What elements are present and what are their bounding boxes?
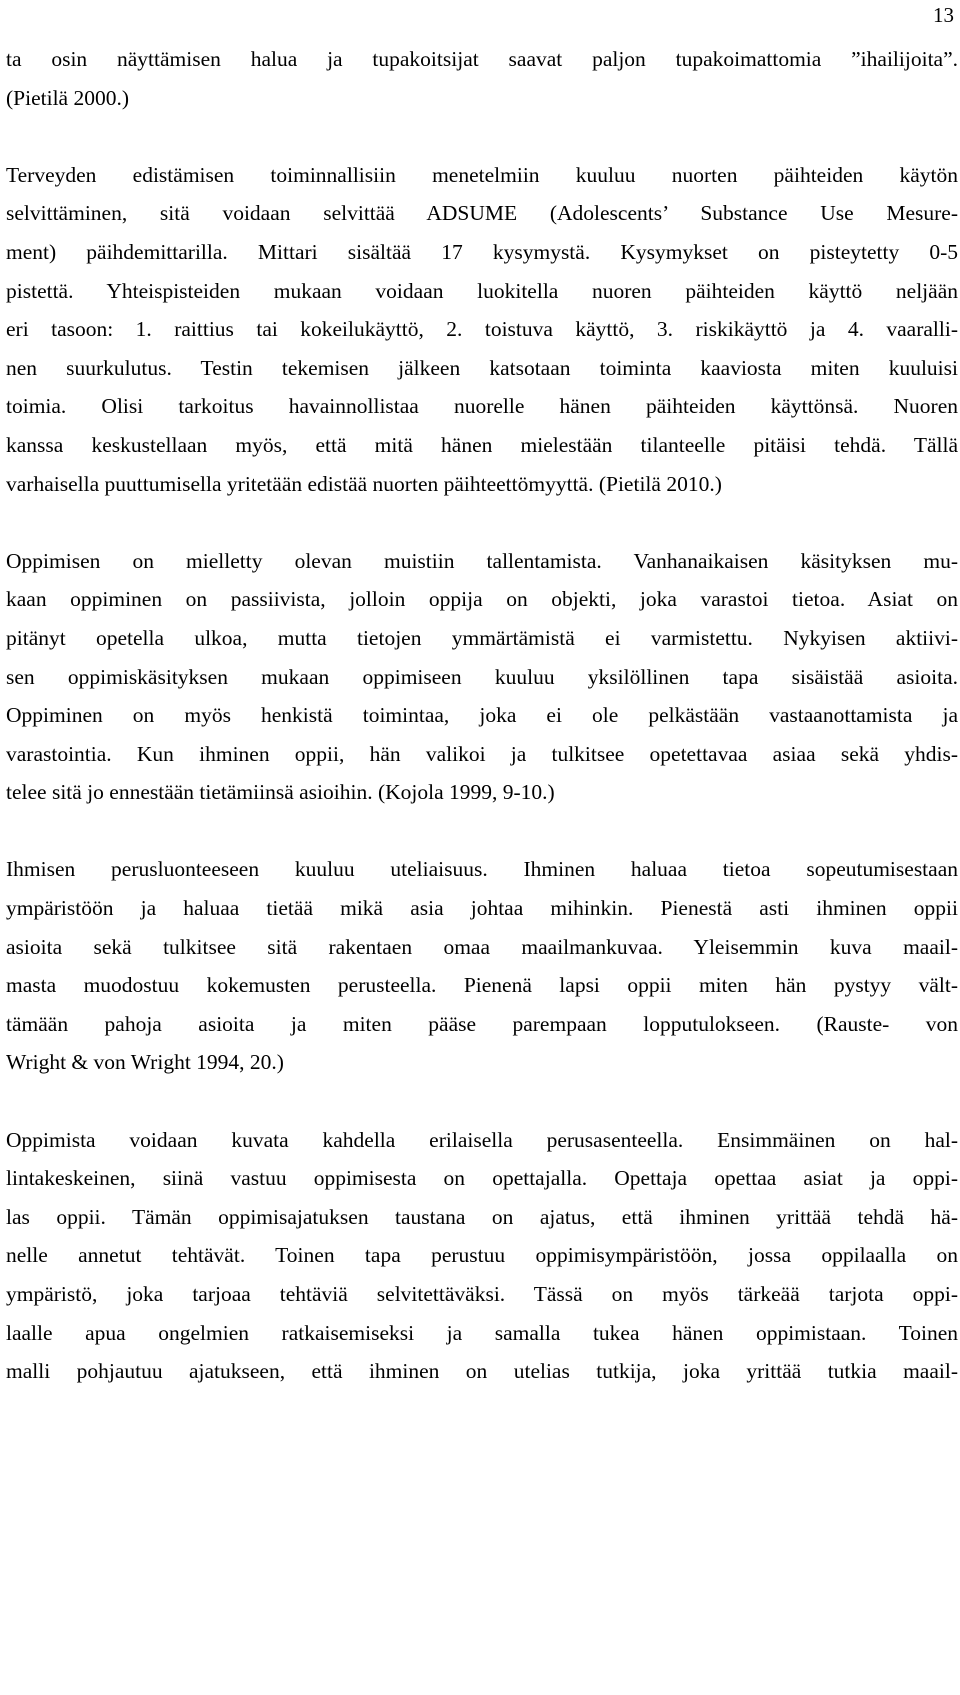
text-line: kanssa keskustellaan myös, että mitä hänen mielestään tilanteelle pitäisi tehdä. Tällä	[6, 432, 958, 457]
text-line: eri tasoon: 1. raittius tai kokeilukäyttö, 2. toistuva käyttö, 3. riskikäyttö ja 4. vaaralli-	[6, 317, 958, 342]
document-body	[6, 40, 958, 1391]
text-line: (Pietilä 2000.)	[6, 85, 130, 110]
text-line: nelle annetut tehtävät. Toinen tapa perustuu oppimisympäristöön, jossa oppilaalla on	[6, 1243, 958, 1268]
text-line: pitänyt opetella ulkoa, mutta tietojen ymmärtämistä ei varmistettu. Nykyisen aktiivi-	[6, 625, 958, 650]
text-line: Oppimisen on mielletty olevan muistiin tallentamista. Vanhanaikaisen käsityksen mu-	[6, 548, 958, 573]
text-line: tämään pahoja asioita ja miten pääse parempaan lopputulokseen. (Rauste- von	[6, 1011, 958, 1036]
text-line: ympäristöön ja haluaa tietää mikä asia johtaa mihinkin. Pienestä asti ihminen oppii	[6, 896, 958, 921]
paragraph	[6, 850, 958, 1082]
paragraph	[6, 40, 958, 117]
text-line: asioita sekä tulkitsee sitä rakentaen omaa maailmankuvaa. Yleisemmin kuva maail-	[6, 934, 958, 959]
text-line: malli pohjautuu ajatukseen, että ihminen on utelias tutkija, joka yrittää tutkia maail-	[6, 1359, 958, 1384]
paragraph-gap	[6, 1082, 958, 1121]
text-line: varhaisella puuttumisella yritetään edistää nuorten päihteettömyyttä. (Pietilä 2010.)	[6, 471, 722, 496]
text-line: lintakeskeinen, siinä vastuu oppimisesta on opettajalla. Opettaja opettaa asiat ja oppi-	[6, 1166, 958, 1191]
text-line: nen suurkulutus. Testin tekemisen jälkeen katsotaan toiminta kaaviosta miten kuuluisi	[6, 355, 958, 380]
page-number: 13	[933, 3, 954, 27]
text-line: telee sitä jo ennestään tietämiinsä asioihin. (Kojola 1999, 9-10.)	[6, 780, 555, 805]
paragraph	[6, 156, 958, 503]
text-line: Oppiminen on myös henkistä toimintaa, joka ei ole pelkästään vastaanottamista ja	[6, 703, 958, 728]
paragraph-gap	[6, 117, 958, 156]
text-line: Oppimista voidaan kuvata kahdella erilaisella perusasenteella. Ensimmäinen on hal-	[6, 1127, 958, 1152]
paragraph	[6, 542, 958, 812]
text-line: toimia. Olisi tarkoitus havainnollistaa nuorelle hänen päihteiden käyttönsä. Nuoren	[6, 394, 958, 419]
text-line: laalle apua ongelmien ratkaisemiseksi ja samalla tukea hänen oppimistaan. Toinen	[6, 1320, 958, 1345]
text-line: las oppii. Tämän oppimisajatuksen taustana on ajatus, että ihminen yrittää tehdä hä-	[6, 1204, 958, 1229]
paragraph-gap	[6, 812, 958, 851]
text-line: sen oppimiskäsityksen mukaan oppimiseen kuuluu yksilöllinen tapa sisäistää asioita.	[6, 664, 958, 689]
paragraph	[6, 1121, 958, 1391]
text-line: ment) päihdemittarilla. Mittari sisältää 17 kysymystä. Kysymykset on pisteytetty 0-5	[6, 239, 958, 264]
text-line: masta muodostuu kokemusten perusteella. Pienenä lapsi oppii miten hän pystyy vält-	[6, 973, 958, 998]
text-line: Wright & von Wright 1994, 20.)	[6, 1050, 284, 1075]
paragraph-gap	[6, 503, 958, 542]
text-line: pistettä. Yhteispisteiden mukaan voidaan luokitella nuoren päihteiden käyttö neljään	[6, 278, 958, 303]
text-line: ympäristö, joka tarjoaa tehtäviä selvitettäväksi. Tässä on myös tärkeää tarjota oppi-	[6, 1282, 958, 1306]
text-line: Terveyden edistämisen toiminnallisiin menetelmiin kuuluu nuorten päihteiden käytön	[6, 162, 958, 187]
text-line: ta osin näyttämisen halua ja tupakoitsijat saavat paljon tupakoimattomia ”ihailijoita”.	[6, 47, 958, 71]
text-line: varastointia. Kun ihminen oppii, hän valikoi ja tulkitsee opetettavaa asiaa sekä yhdis-	[6, 741, 958, 766]
text-line: kaan oppiminen on passiivista, jolloin oppija on objekti, joka varastoi tietoa. Asiat on	[6, 587, 958, 612]
text-line: selvittäminen, sitä voidaan selvittää ADSUME (Adolescents’ Substance Use Mesure-	[6, 201, 958, 226]
text-line: Ihmisen perusluonteeseen kuuluu uteliaisuus. Ihminen haluaa tietoa sopeutumisestaan	[6, 857, 958, 882]
